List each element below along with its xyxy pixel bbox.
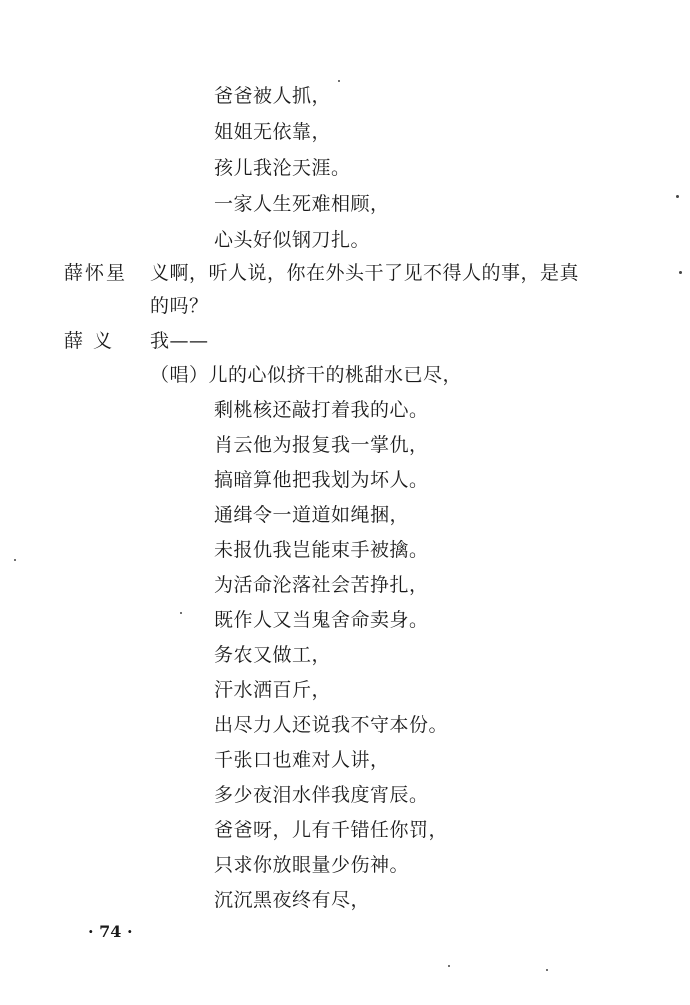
scan-speck — [180, 612, 182, 614]
verse-line: 姐姐无依靠， — [214, 121, 332, 143]
scan-speck — [679, 271, 682, 274]
song-line: 肖云他为报复我一掌仇， — [214, 434, 429, 456]
song-line: 多少夜泪水伴我度宵辰。 — [214, 784, 429, 806]
scan-speck — [338, 80, 340, 82]
song-line: 汗水洒百斤， — [214, 679, 332, 701]
song-line: 未报仇我岂能束手被擒。 — [214, 539, 429, 561]
song-line: 千张口也难对人讲， — [214, 749, 390, 771]
verse-line: 心头好似钢刀扎。 — [214, 229, 371, 251]
dialogue-line: 我—— — [150, 330, 209, 352]
scan-speck — [448, 965, 450, 967]
scan-speck — [14, 559, 16, 561]
song-line: 沉沉黑夜终有尽， — [214, 889, 371, 911]
song-line: 爸爸呀，儿有千错任你罚， — [214, 819, 449, 841]
page-number: · 74 · — [88, 922, 133, 941]
dialogue-line: 义啊，听人说，你在外头干了见不得人的事，是真 — [150, 262, 580, 284]
scan-speck — [546, 969, 548, 971]
speaker-name: 薛怀星 — [64, 262, 128, 284]
song-line: 务农又做工， — [214, 644, 332, 666]
verse-line: 一家人生死难相顾， — [214, 193, 390, 215]
scan-speck — [676, 195, 679, 198]
song-line: 为活命沦落社会苦挣扎， — [214, 574, 429, 596]
speaker-name: 薛 义 — [64, 330, 115, 352]
song-line: 只求你放眼量少伤神。 — [214, 854, 410, 876]
song-line: 搞暗算他把我划为坏人。 — [214, 469, 429, 491]
verse-line: 爸爸被人抓， — [214, 85, 332, 107]
song-line: 出尽力人还说我不守本份。 — [214, 714, 449, 736]
song-line: 剩桃核还敲打着我的心。 — [214, 399, 429, 421]
song-line: 既作人又当鬼舍命卖身。 — [214, 609, 429, 631]
verse-line: 孩儿我沦天涯。 — [214, 157, 351, 179]
song-line: 通缉令一道道如绳捆， — [214, 504, 410, 526]
song-first-line: （唱）儿的心似挤干的桃甜水已尽， — [150, 364, 463, 386]
dialogue-line: 的吗？ — [150, 295, 209, 317]
